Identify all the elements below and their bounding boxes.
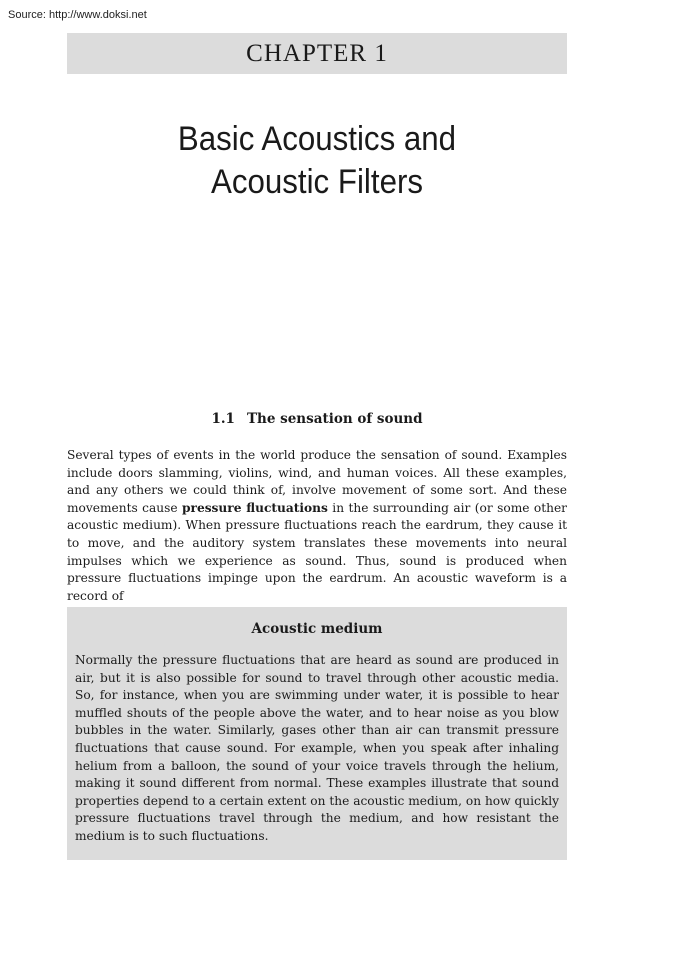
section-heading <box>67 411 567 427</box>
chapter-title-line-1: Basic Acoustics and <box>177 120 457 158</box>
box-text: Normally the pressure fluctuations that are heard as sound are produced in air, but it is also possible for sound to travel through other acoustic media. So, for instance, when you are swimming under water, it is possible to hear muffled shouts of the people above the water, and to hear noise as you blow bubbles in the water. Similarly, gases other than air can transmit pressure fluctuations that cause sound. For example, when you speak after inhaling helium from a balloon, the sound of your voice travels through the helium, making it sound different from normal. These examples illustrate that sound properties depend to a certain extent on the acoustic medium, on how quickly pressure fluctuations travel through the medium, and how resistant the medium is to such fluctuations. <box>75 653 559 843</box>
body-paragraph <box>67 447 567 605</box>
bold-term: pressure fluctuations <box>182 500 328 515</box>
chapter-banner <box>67 33 567 74</box>
chapter-title <box>87 118 547 204</box>
chapter-title-line-2: Acoustic Filters <box>210 163 424 201</box>
box-title: Acoustic medium <box>251 621 383 637</box>
body-text-after: in the surrounding air (or some other acoustic medium). When pressure fluctuations reach the eardrum, they cause it to move, and the auditory system translates these movements into neural impulses which we experience as sound. Thus, sound is produced when pressure fluctuations impinge upon the eardrum. An acoustic waveform is a record of <box>67 500 568 603</box>
section-title: The sensation of sound <box>246 411 423 427</box>
section-number: 1.1 <box>211 411 235 427</box>
body-text-before: Several types of events in the world produce the sensation of sound. Examples include doors slamming, violins, wind, and human voices. All these examples, and any others we could think of, involve movement of some sort. And these movements cause <box>67 448 567 515</box>
source-attribution: Source: http://www.doksi.net <box>8 9 147 21</box>
chapter-label: CHAPTER 1 <box>246 39 388 67</box>
sidebar-box-acoustic-medium <box>67 607 567 860</box>
